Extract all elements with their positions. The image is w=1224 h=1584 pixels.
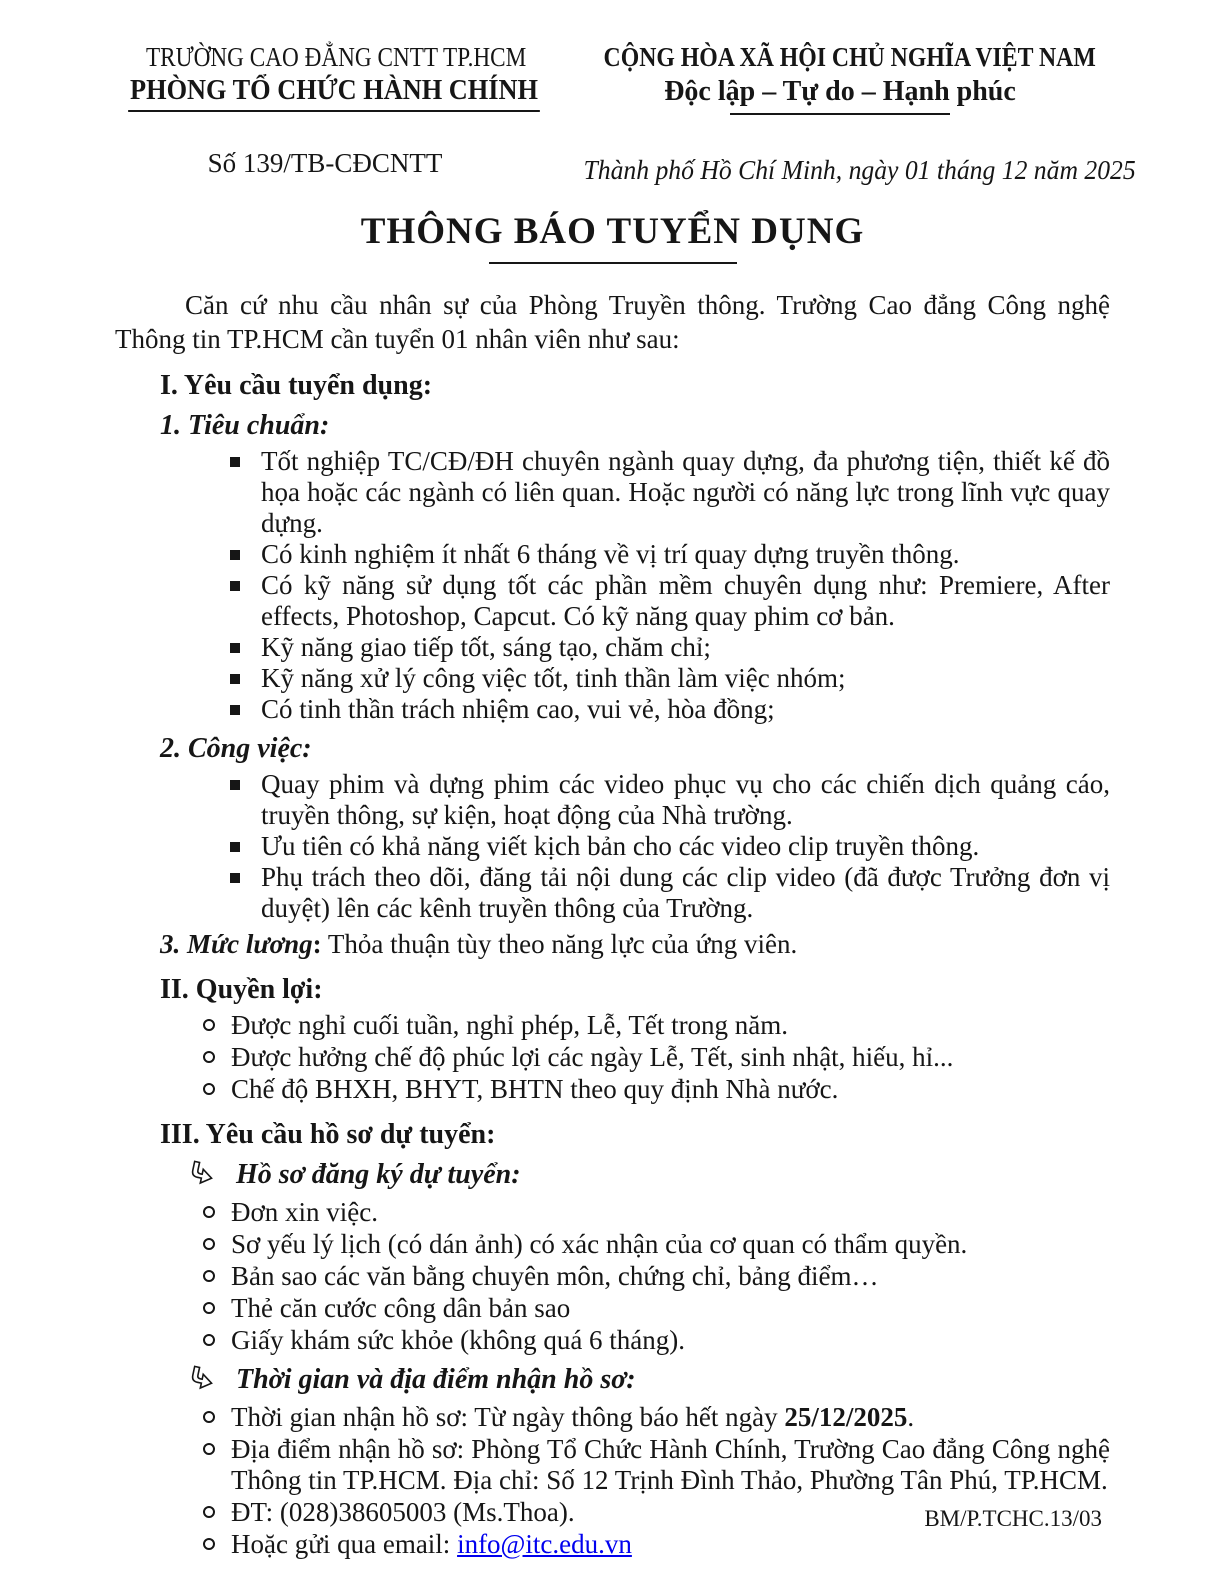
national-motto-line2: Độc lập – Tự do – Hạnh phúc — [664, 76, 1016, 107]
list-item: Ưu tiên có khả năng viết kịch bản cho các video clip truyền thông. — [115, 831, 1110, 862]
motto-underline — [730, 113, 950, 115]
circle-bullet-icon — [203, 1538, 215, 1550]
national-heading-block — [570, 42, 1136, 186]
circle-bullet-icon — [203, 1411, 215, 1423]
list-item: Có kinh nghiệm ít nhất 6 tháng về vị trí quay dựng truyền thông. — [115, 539, 1110, 570]
square-bullet-icon — [230, 550, 240, 560]
document-header — [115, 42, 1136, 186]
form-code: BM/P.TCHC.13/03 — [924, 1506, 1102, 1531]
list-item: Bản sao các văn bằng chuyên môn, chứng chỉ, bảng điểm… — [115, 1261, 1110, 1292]
circle-bullet-icon — [203, 1334, 215, 1346]
deadline-prefix: Thời gian nhận hồ sơ: Từ ngày thông báo hết ngày — [231, 1402, 785, 1432]
square-bullet-icon — [230, 705, 240, 715]
list-item — [115, 1402, 1110, 1433]
list-item: Sơ yếu lý lịch (có dán ảnh) có xác nhận của cơ quan có thẩm quyền. — [115, 1229, 1110, 1260]
list-item: Kỹ năng giao tiếp tốt, sáng tạo, chăm chỉ; — [115, 632, 1110, 663]
pointer-arrow-icon — [186, 1365, 217, 1396]
national-motto-line1: CỘNG HÒA XÃ HỘI CHỦ NGHĨA VIỆT NAM — [603, 42, 1096, 72]
issuer-block — [115, 42, 538, 179]
salary-text: Thỏa thuận tùy theo năng lực của ứng viên. — [321, 929, 798, 959]
square-bullet-icon — [230, 457, 240, 467]
list-item: Có kỹ năng sử dụng tốt các phần mềm chuyên dụng như: Premiere, After effects, Photoshop, Capcut. Có kỹ năng quay phim cơ bản. — [115, 570, 1110, 632]
email-prefix: Hoặc gửi qua email: — [231, 1529, 458, 1559]
title-underline — [489, 262, 737, 264]
square-bullet-icon — [230, 674, 240, 684]
circle-bullet-icon — [203, 1506, 215, 1518]
list-item — [115, 1529, 1110, 1560]
circle-bullet-icon — [203, 1270, 215, 1282]
list-item: Được hưởng chế độ phúc lợi các ngày Lễ, Tết, sinh nhật, hiếu, hỉ... — [115, 1042, 1110, 1073]
job-heading: 2. Công việc: — [160, 733, 312, 764]
section-3-heading: III. Yêu cầu hồ sơ dự tuyển: — [160, 1119, 496, 1150]
intro-paragraph: Căn cứ nhu cầu nhân sự của Phòng Truyền thông. Trường Cao đẳng Công nghệ Thông tin TP.HCM cần tuyển 01 nhân viên như sau: — [115, 290, 1110, 354]
salary-label: 3. Mức lương — [160, 929, 313, 959]
document-number: Số 139/TB-CĐCNTT — [207, 148, 443, 178]
section-1-heading: I. Yêu cầu tuyển dụng: — [160, 370, 433, 401]
place-date-line: Thành phố Hồ Chí Minh, ngày 01 tháng 12 năm 2025 — [583, 155, 1136, 185]
circle-bullet-icon — [203, 1238, 215, 1250]
circle-bullet-icon — [203, 1206, 215, 1218]
square-bullet-icon — [230, 873, 240, 883]
square-bullet-icon — [230, 780, 240, 790]
job-list — [115, 769, 1110, 924]
salary-colon: : — [312, 929, 322, 959]
list-item: Đơn xin việc. — [115, 1197, 1110, 1228]
deadline-suffix: . — [907, 1402, 915, 1432]
circle-bullet-icon — [203, 1302, 215, 1314]
list-item: Quay phim và dựng phim các video phục vụ cho các chiến dịch quảng cáo, truyền thông, sự kiện, hoạt động của Nhà trường. — [115, 769, 1110, 831]
list-item: Chế độ BHXH, BHYT, BHTN theo quy định Nhà nước. — [115, 1074, 1110, 1105]
dossier-list — [115, 1197, 1110, 1356]
list-item: Có tinh thần trách nhiệm cao, vui vẻ, hòa đồng; — [115, 694, 1110, 725]
section-2-heading: II. Quyền lợi: — [160, 974, 323, 1005]
timeplace-subheading-row — [188, 1364, 1110, 1396]
square-bullet-icon — [230, 842, 240, 852]
pointer-arrow-icon — [186, 1160, 217, 1191]
dossier-subheading-row — [188, 1159, 1110, 1191]
benefits-list — [115, 1010, 1110, 1105]
circle-bullet-icon — [203, 1019, 215, 1031]
list-item: Giấy khám sức khỏe (không quá 6 tháng). — [115, 1325, 1110, 1356]
issuer-org: TRƯỜNG CAO ĐẲNG CNTT TP.HCM — [145, 42, 527, 72]
circle-bullet-icon — [203, 1443, 215, 1455]
salary-line — [160, 928, 1110, 960]
issuer-dept: PHÒNG TỔ CHỨC HÀNH CHÍNH — [128, 75, 540, 112]
criteria-heading: 1. Tiêu chuẩn: — [160, 410, 330, 441]
address-line: Địa điểm nhận hồ sơ: Phòng Tổ Chức Hành Chính, Trường Cao đẳng Công nghệ Thông tin TP.HCM. Địa chỉ: Số 12 Trịnh Đình Thảo, Phường Tân Phú, TP.HCM. — [231, 1434, 1110, 1495]
issuer-dept-wrap — [115, 75, 538, 112]
list-item: Thẻ căn cước công dân bản sao — [115, 1293, 1110, 1324]
criteria-list — [115, 446, 1110, 725]
page-title: THÔNG BÁO TUYỂN DỤNG — [360, 211, 865, 252]
timeplace-subheading: Thời gian và địa điểm nhận hồ sơ: — [236, 1364, 636, 1395]
list-item: Tốt nghiệp TC/CĐ/ĐH chuyên ngành quay dựng, đa phương tiện, thiết kế đồ họa hoặc các ngành có liên quan. Hoặc người có năng lực trong lĩnh vực quay dựng. — [115, 446, 1110, 539]
list-item: Kỹ năng xử lý công việc tốt, tinh thần làm việc nhóm; — [115, 663, 1110, 694]
list-item: Phụ trách theo dõi, đăng tải nội dung các clip video (đã được Trưởng đơn vị duyệt) lên các kênh truyền thông của Trường. — [115, 862, 1110, 924]
list-item: Được nghỉ cuối tuần, nghỉ phép, Lễ, Tết trong năm. — [115, 1010, 1110, 1041]
square-bullet-icon — [230, 643, 240, 653]
circle-bullet-icon — [203, 1051, 215, 1063]
list-item — [115, 1434, 1110, 1496]
dossier-subheading: Hồ sơ đăng ký dự tuyển: — [236, 1159, 521, 1190]
deadline-date: 25/12/2025 — [784, 1402, 908, 1432]
circle-bullet-icon — [203, 1083, 215, 1095]
timeplace-list — [115, 1402, 1110, 1560]
square-bullet-icon — [230, 581, 240, 591]
phone-line: ĐT: (028)38605003 (Ms.Thoa). — [231, 1497, 575, 1527]
email-link[interactable]: info@itc.edu.vn — [457, 1529, 632, 1559]
